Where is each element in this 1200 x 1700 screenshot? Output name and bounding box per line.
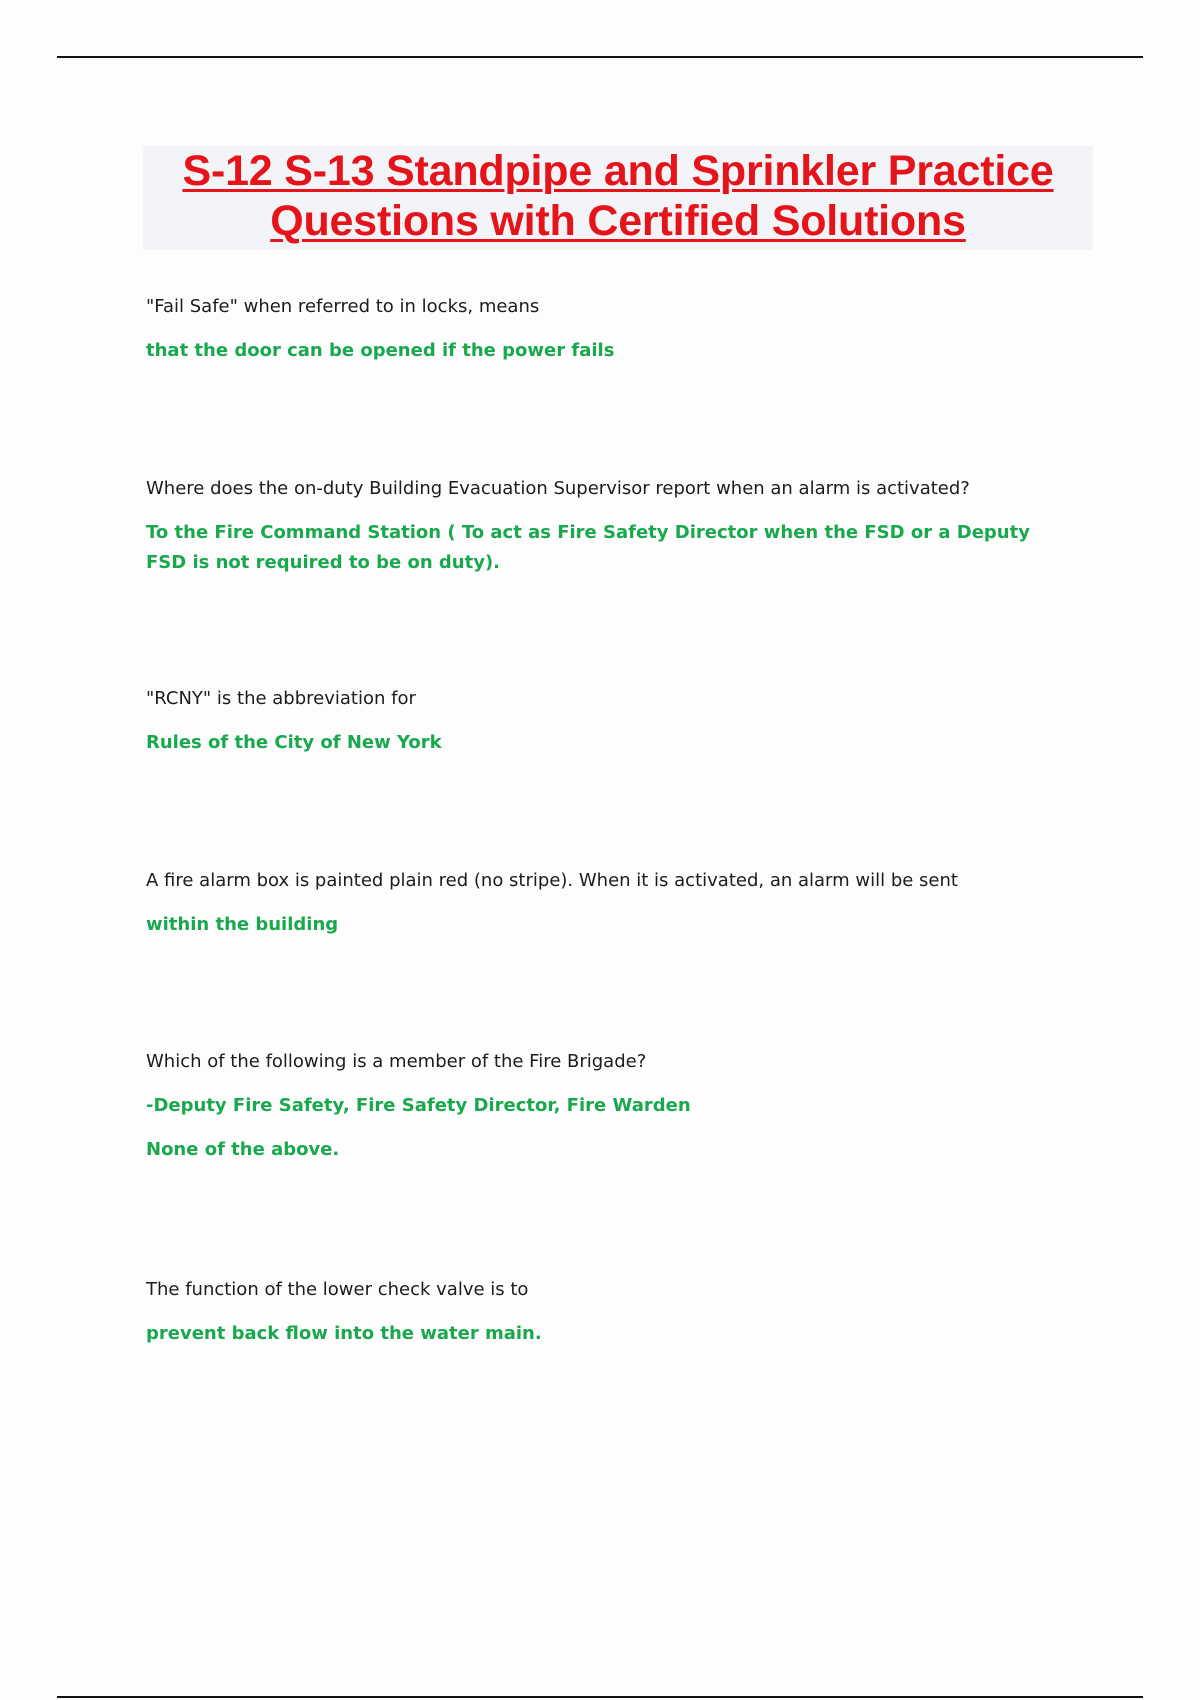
answer-text: Rules of the City of New York (146, 732, 442, 753)
question-text: Which of the following is a member of the Fire Brigade? (146, 1051, 647, 1072)
qa-item-3 (146, 684, 1066, 758)
qa-item-2 (146, 474, 1066, 578)
top-rule (57, 56, 1143, 58)
title-box (143, 146, 1093, 250)
question-text: A fire alarm box is painted plain red (no stripe). When it is activated, an alarm will be sent (146, 870, 958, 891)
qa-item-6 (146, 1275, 1066, 1349)
answer-text: that the door can be opened if the power fails (146, 340, 615, 361)
qa-item-5 (146, 1047, 1066, 1165)
answer-text: None of the above. (146, 1139, 340, 1160)
answer-text: -Deputy Fire Safety, Fire Safety Director, Fire Warden (146, 1095, 691, 1116)
title-line-2: Questions with Certified Solutions (270, 197, 966, 245)
question-text: Where does the on-duty Building Evacuation Supervisor report when an alarm is activated? (146, 478, 970, 499)
answer-text: To the Fire Command Station ( To act as Fire Safety Director when the FSD or a Deputy FSD is not required to be on duty). (146, 522, 1030, 573)
question-text: The function of the lower check valve is to (146, 1279, 529, 1300)
title-line-1: S-12 S-13 Standpipe and Sprinkler Practice (182, 147, 1054, 195)
bottom-rule (57, 1696, 1143, 1698)
answer-text: prevent back flow into the water main. (146, 1323, 542, 1344)
answer-text: within the building (146, 914, 339, 935)
qa-item-1 (146, 292, 1066, 366)
question-text: "Fail Safe" when referred to in locks, means (146, 296, 540, 317)
question-text: "RCNY" is the abbreviation for (146, 688, 416, 709)
qa-item-4 (146, 866, 1066, 940)
